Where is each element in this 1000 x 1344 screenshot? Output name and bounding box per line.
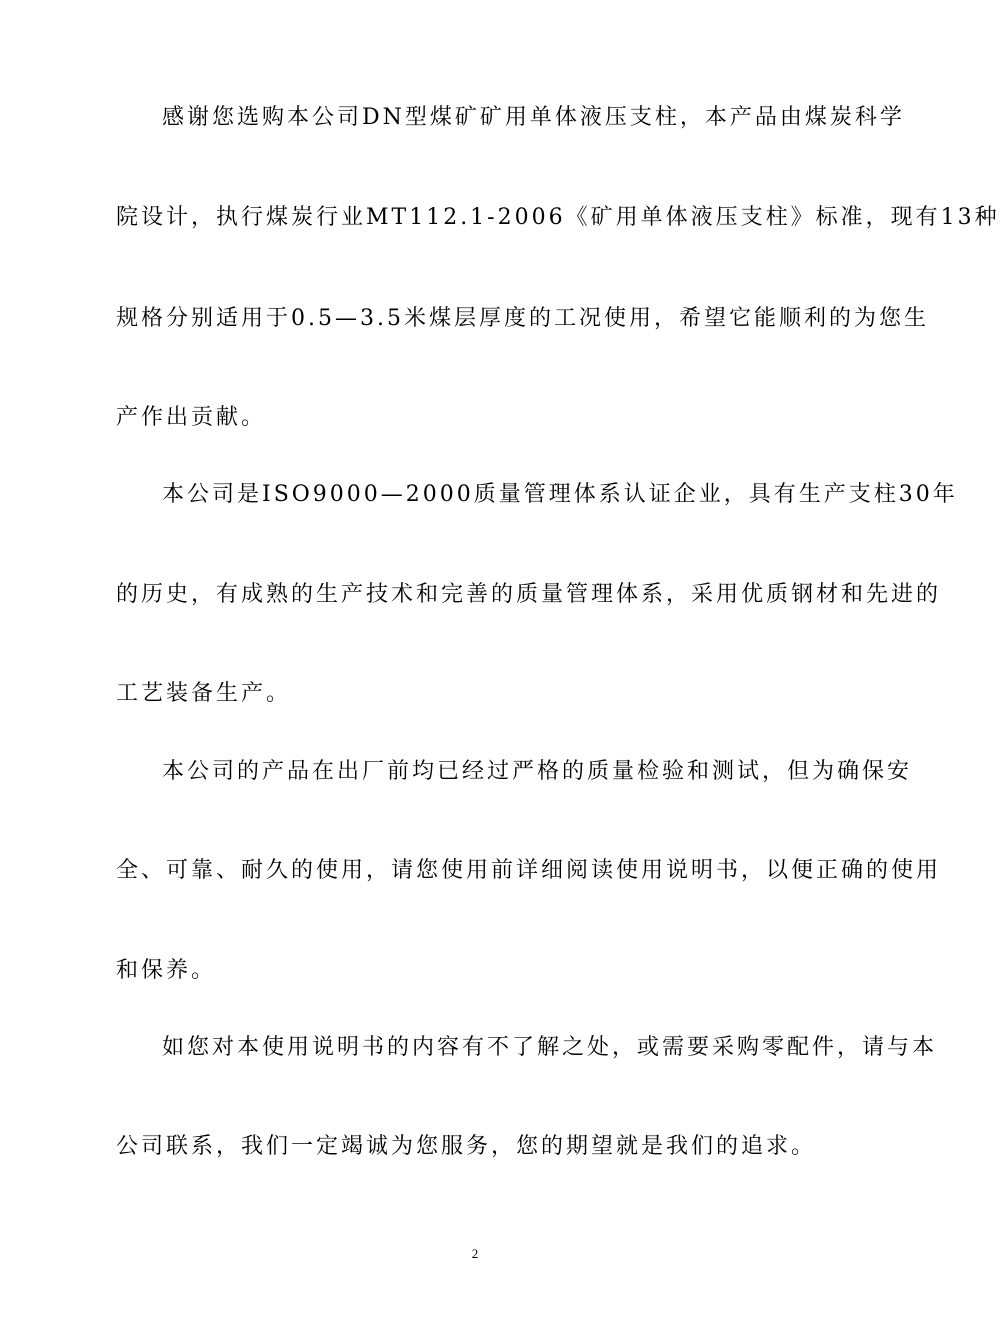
paragraph-1-line-4: 产作出贡献。	[116, 405, 267, 430]
paragraph-2-line-3: 工艺装备生产。	[116, 681, 292, 706]
paragraph-3-line-2: 全、可靠、耐久的使用，请您使用前详细阅读使用说明书，以便正确的使用	[116, 858, 942, 883]
paragraph-4-line-2: 公司联系，我们一定竭诚为您服务，您的期望就是我们的追求。	[116, 1134, 817, 1159]
paragraph-3-line-3: 和保养。	[116, 958, 217, 983]
page-number: 2	[471, 1246, 479, 1261]
paragraph-1-line-1: 感谢您选购本公司DN型煤矿矿用单体液压支柱，本产品由煤炭科学	[162, 105, 905, 130]
paragraph-2-line-2: 的历史，有成熟的生产技术和完善的质量管理体系，采用优质钢材和先进的	[116, 582, 942, 607]
paragraph-1-line-2: 院设计，执行煤炭行业MT112.1-2006《矿用单体液压支柱》标准，现有13种	[116, 205, 1000, 230]
paragraph-4-line-1: 如您对本使用说明书的内容有不了解之处，或需要采购零配件，请与本	[162, 1035, 938, 1060]
paragraph-2-line-1: 本公司是ISO9000—2000质量管理体系认证企业，具有生产支柱30年	[162, 482, 958, 507]
paragraph-3-line-1: 本公司的产品在出厂前均已经过严格的质量检验和测试，但为确保安	[162, 759, 913, 784]
paragraph-1-line-3: 规格分别适用于0.5—3.5米煤层厚度的工况使用，希望它能顺利的为您生	[116, 306, 929, 331]
